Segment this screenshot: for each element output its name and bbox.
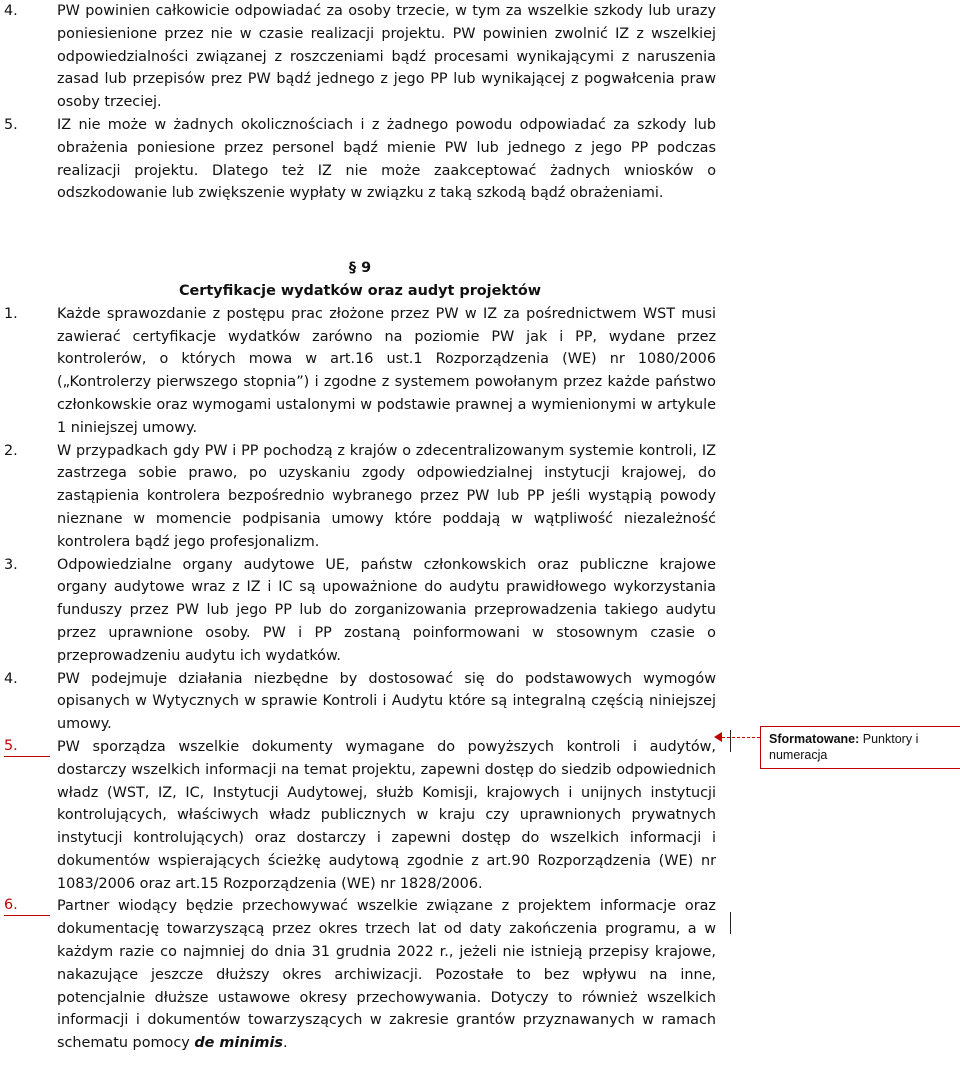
change-bar [730,730,731,752]
comment-arrow-icon [714,732,722,742]
item-text-end: . [283,1035,288,1052]
comment-label: Sformatowane: [769,732,860,746]
list-item [0,303,720,440]
item-number: 4. [4,670,18,687]
item-text: IZ nie może w żadnych okolicznościach i z żadnego powodu odpowiadać za szkody lub obrażenia poniesione przez personel bądź mienie PW lub jednego z jego PP podczas realizacji projektu. Dlatego też IZ nie może zaakceptować żadnych wniosków o odszkodowanie lub zwiększenie wypłaty w związku z taką szkodą bądź obrażeniami. [57,116,716,202]
item-text: Partner wiodący będzie przechowywać wszelkie związane z projektem informacje oraz dokumentację towarzyszącą przez okres trzech lat od daty zakończenia programu, a w każdym razie co najmniej do dnia 31 grudnia 2022 r., jeżeli nie istnieją przepisy krajowe, nakazujące jeszcze dłuższy okres archiwizacji. Pozostałe to bez wpływu na inne, potencjalnie dłuższe ustawowe okresy przechowywania. Dotyczy to również wszelkich informacji i dokumentów towarzyszących w zakresie grantów przyznawanych w ramach schematu pomocy [57,898,716,1052]
item-text: W przypadkach gdy PW i PP pochodzą z krajów o zdecentralizowanym systemie kontroli, IZ zastrzega sobie prawo, po uzyskaniu zgody odpowiedzialnej instytucji krajowej, do zastąpienia kontrolera bezpośrednio wybranego przez PW lub PP jeśli wystąpią powody nieznane w momencie podpisania umowy które poddają w wątpliwość niezależność kontrolera bądź jego profesjonalizm. [57,442,716,550]
list-item [0,0,720,114]
spacer [0,205,720,255]
item-number: 1. [4,305,18,322]
list-item [0,895,720,1055]
item-text: Odpowiedzialne organy audytowe UE, państw członkowskich oraz publiczne krajowe organy audytowe wraz z IZ i IC są upoważnione do audytu prawidłowego wykorzystania funduszy przez PW lub jego PP lub do zorganizowania przeprowadzenia takiego audytu przez uprawnione osoby. PW i PP zostaną poinformowani w stosownym czasie o przeprowadzeniu audytu ich wydatków. [57,556,716,664]
list-item [0,440,720,554]
item-text: PW powinien całkowicie odpowiadać za osoby trzecie, w tym za wszelkie szkody lub urazy poniesienione przez nie w czasie realizacji projektu. PW powinien zwolnić IZ z wszelkiej odpowiedzialności związanej z roszczeniami bądź procesami wynikającymi z naruszenia zasad lub przepisów prez PW bądź jednego z jego PP lub wynikającej z pogwałcenia praw osoby trzeciej. [57,3,716,111]
list-item [0,554,720,668]
change-bar [730,912,731,934]
item-emphasis: de minimis [194,1035,283,1052]
comment-connector [722,737,760,738]
item-text: PW podejmuje działania niezbędne by dostosować się do podstawowych wymogów opisanych w Wytycznych w sprawie Kontroli i Audytu które są integralną częścią niniejszej umowy. [57,670,716,733]
list-item [0,736,720,896]
item-number: 3. [4,556,18,573]
tracked-item-number: 6. [4,895,50,916]
item-number: 4. [4,3,18,19]
section-number: § 9 [348,260,372,277]
item-number: 2. [4,442,18,459]
item-number: 5. [4,116,18,133]
formatting-comment[interactable] [760,726,960,769]
list-item [0,114,720,205]
item-text: PW sporządza wszelkie dokumenty wymagane do powyższych kontroli i audytów, dostarczy wszelkich informacji na temat projektu, zapewni dostęp do siedzib odpowiednich władz (WST, IZ, IC, Instytucji Audytowej, służb Komisji, krajowych i unijnych instytucji kontrolujących, właściwych władz publicznych w kraju czy uprawnionych prywatnych instytucji kontrolujących) oraz dostarczy i zapewni dostęp do wszelkich informacji i dokumentów wspierających ścieżkę audytową zgodnie z art.90 Rozporządzenia (WE) nr 1083/2006 oraz art.15 Rozporządzenia (WE) nr 1828/2006. [57,738,716,892]
list-item [0,668,720,736]
section-title: Certyfikacje wydatków oraz audyt projektów [178,282,541,299]
item-text: Każde sprawozdanie z postępu prac złożone przez PW w IZ za pośrednictwem WST musi zawierać certyfikacje wydatków zarówno na poziomie PW jak i PP, wydane przez kontrolerów, o których mowa w art.16 ust.1 Rozporządzenia (WE) nr 1080/2006 („Kontrolerzy pierwszego stopnia”) i zgodne z systemem powołanym przez każde państwo członkowskie oraz wymogami ustalonymi w podstawie prawnej a wymienionymi w artykule 1 niniejszej umowy. [57,305,716,436]
section-heading [0,257,720,303]
tracked-item-number: 5. [4,736,50,757]
comment-text: Punktory i numeracja [769,732,919,762]
